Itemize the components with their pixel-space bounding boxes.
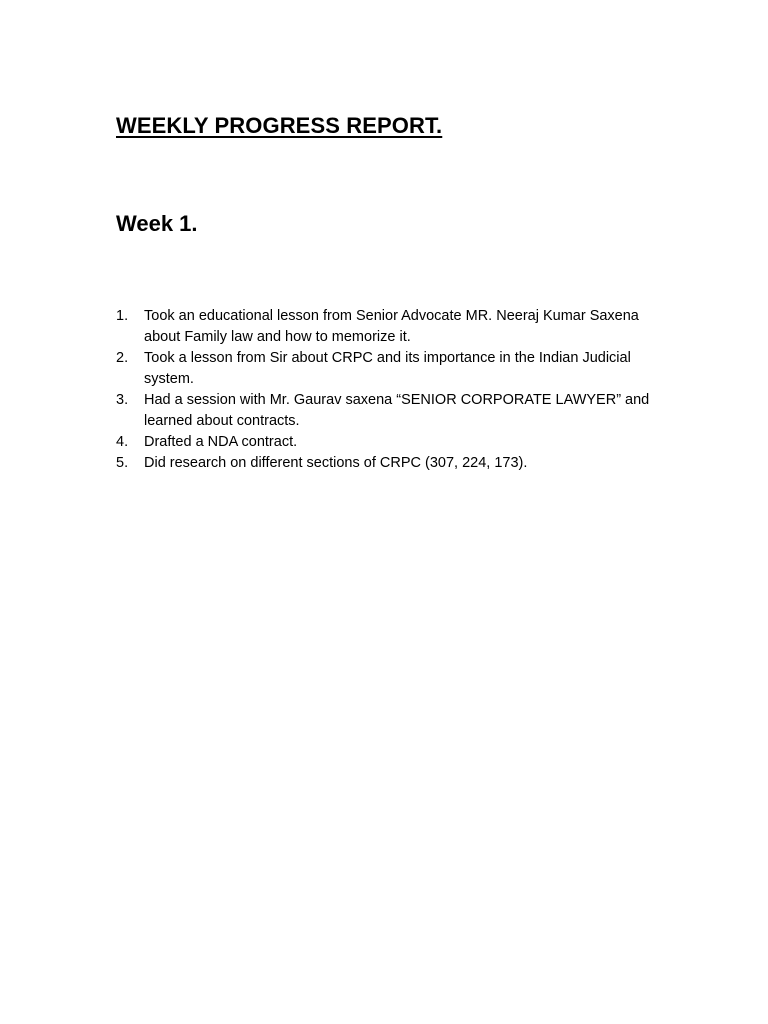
task-item bbox=[116, 348, 676, 390]
task-text: Had a session with Mr. Gaurav saxena “SENIOR CORPORATE LAWYER” and learned about contracts. bbox=[144, 392, 650, 429]
task-item bbox=[116, 453, 676, 474]
task-text: Drafted a NDA contract. bbox=[144, 434, 298, 450]
task-item bbox=[116, 390, 676, 432]
task-number: 1. bbox=[116, 308, 129, 324]
task-text: Did research on different sections of CRPC (307, 224, 173). bbox=[144, 455, 528, 471]
task-number: 4. bbox=[116, 434, 129, 450]
task-number: 3. bbox=[116, 392, 129, 408]
task-number: 2. bbox=[116, 350, 129, 366]
task-item bbox=[116, 432, 676, 453]
task-text: Took a lesson from Sir about CRPC and its importance in the Indian Judicial system. bbox=[144, 350, 631, 387]
week-heading: Week 1. bbox=[116, 211, 198, 236]
task-item bbox=[116, 306, 676, 348]
task-number: 5. bbox=[116, 455, 129, 471]
report-title: WEEKLY PROGRESS REPORT. bbox=[116, 113, 443, 138]
task-list bbox=[116, 306, 676, 474]
task-text: Took an educational lesson from Senior Advocate MR. Neeraj Kumar Saxena about Family law and how to memorize it. bbox=[144, 308, 639, 345]
